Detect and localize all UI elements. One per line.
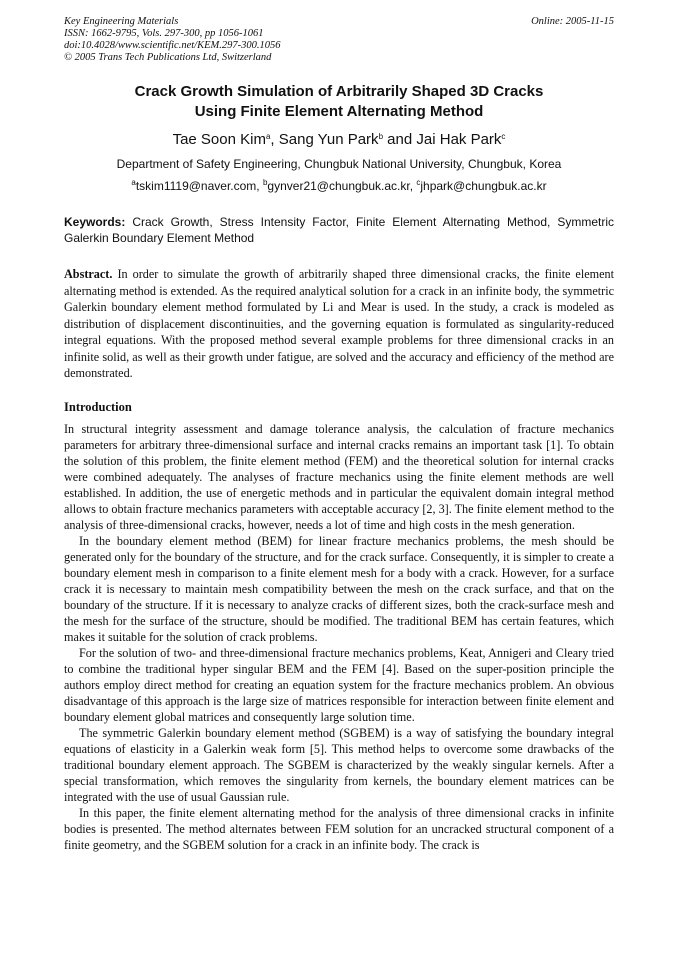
paragraph: The symmetric Galerkin boundary element method (SGBEM) is a way of satisfying the boundary integral equations of elasticity in a Galerkin weak form [5]. This method helps to overcome some drawbacks of the traditional boundary element approach. The SGBEM is characterized by the weakly singular kernels. After a special transformation, which removes the singularity from kernels, the boundary element matrices can be integrated with the use of usual Gaussian rule. bbox=[64, 726, 614, 804]
affiliation: Department of Safety Engineering, Chungbuk National University, Chungbuk, Korea bbox=[116, 157, 562, 171]
online-date: Online: 2005-11-15 bbox=[531, 16, 614, 27]
journal-name: Key Engineering Materials bbox=[64, 16, 179, 27]
paper-title bbox=[64, 82, 614, 122]
paragraph: In the boundary element method (BEM) for linear fracture mechanics problems, the mesh should be generated only for the boundary of the structure, and for the crack surface. Consequently, it is simpler to create a boundary element mesh in comparison to a finite element mesh for a body with a crack. However, for a surface crack it is necessary to maintain mesh compatibility between the mesh on the crack surface, and that on the boundary of the structure. If it is necessary to analyze cracks of different sizes, both the crack-surface mesh and the mesh for the surface of the structure, should be modified. The traditional BEM has certain features, which makes it suitable for the solution of crack problems. bbox=[64, 534, 614, 644]
author-2-sup: b bbox=[378, 132, 384, 141]
paragraph: For the solution of two- and three-dimensional fracture mechanics problems, Keat, Annigeri and Cleary tried to combine the traditional hyper singular BEM and the FEM [4]. Based on the super-position principle the authors employ direct method for creating an equation system for the fracture mechanics problem. An obvious disadvantage of this approach is the large size of matrices responsible for interaction between finite element and boundary element global matrices and consequently large solution time. bbox=[64, 646, 614, 724]
author-3-sup: c bbox=[501, 132, 506, 141]
keywords-label: Keywords: bbox=[64, 215, 126, 229]
abstract-text: In order to simulate the growth of arbitrarily shaped three dimensional cracks, the finite element alternating method is extended. As the required analytical solution for a crack in an infinite body, the symmetric Galerkin boundary element method formulated by Li and Mear is used. In the study, a crack is modeled as distribution of displacement discontinuities, and the governing equation is formulated as singularity-reduced integral equations. With the proposed method several example problems for three dimensional cracks in an infinite solid, as well as their growth under fatigue, are solved and the accuracy and efficiency of the method are demonstrated. bbox=[64, 267, 614, 380]
author-list bbox=[64, 131, 614, 149]
author-3: Jai Hak Park bbox=[416, 131, 502, 148]
paragraph: In this paper, the finite element alternating method for the analysis of three dimensional cracks in infinite bodies is presented. The method alternates between FEM solution for an uncracked structural component of a finite geometry, and the SGBEM solution for a crack in an infinite body. The crack is bbox=[64, 806, 614, 852]
author-emails bbox=[64, 178, 614, 194]
running-header bbox=[64, 16, 614, 64]
author-separator: , bbox=[270, 131, 279, 148]
author-1: Tae Soon Kim bbox=[172, 131, 266, 148]
abstract-label: Abstract. bbox=[64, 267, 113, 281]
email-2-sup: b bbox=[262, 178, 268, 187]
introduction-body bbox=[64, 421, 614, 853]
email-1: tskim1119@naver.com, bbox=[135, 179, 263, 193]
author-separator: and bbox=[383, 131, 417, 148]
email-3-sup: c bbox=[416, 178, 421, 187]
email-1-sup: a bbox=[131, 178, 136, 187]
copyright-line: © 2005 Trans Tech Publications Ltd, Switzerland bbox=[64, 52, 272, 63]
abstract bbox=[64, 266, 614, 382]
paragraph: In structural integrity assessment and damage tolerance analysis, the calculation of fracture mechanics parameters for arbitrary three-dimensional surface and internal cracks remains an important task [1]. To obtain the solution of this problem, the finite element method (FEM) and the theoretical solution for internal cracks were combined adequately. The analyses of fracture mechanics using the finite element methods are well established. In addition, the use of energetic methods and in particular the equivalent domain integral method allows to obtain fracture mechanics parameters with acceptable accuracy [2, 3]. The finite element method to the analysis of three-dimensional cracks, however, needs a lot of time and high costs in the mesh generation. bbox=[64, 422, 615, 532]
doi-line: doi:10.4028/www.scientific.net/KEM.297-300.1056 bbox=[64, 40, 281, 51]
keywords bbox=[64, 214, 614, 246]
section-heading-introduction: Introduction bbox=[64, 400, 132, 414]
title-line-2: Using Finite Element Alternating Method bbox=[194, 103, 484, 120]
email-2: gynver21@chungbuk.ac.kr, bbox=[267, 179, 417, 193]
keywords-text: Crack Growth, Stress Intensity Factor, Finite Element Alternating Method, Symmetric Galerkin Boundary Element Method bbox=[64, 215, 614, 245]
issn-line: ISSN: 1662-9795, Vols. 297-300, pp 1056-1061 bbox=[64, 28, 264, 39]
email-3: jhpark@chungbuk.ac.kr bbox=[420, 179, 547, 193]
title-line-1: Crack Growth Simulation of Arbitrarily Shaped 3D Cracks bbox=[134, 83, 544, 100]
author-1-sup: a bbox=[265, 132, 271, 141]
author-2: Sang Yun Park bbox=[278, 131, 379, 148]
